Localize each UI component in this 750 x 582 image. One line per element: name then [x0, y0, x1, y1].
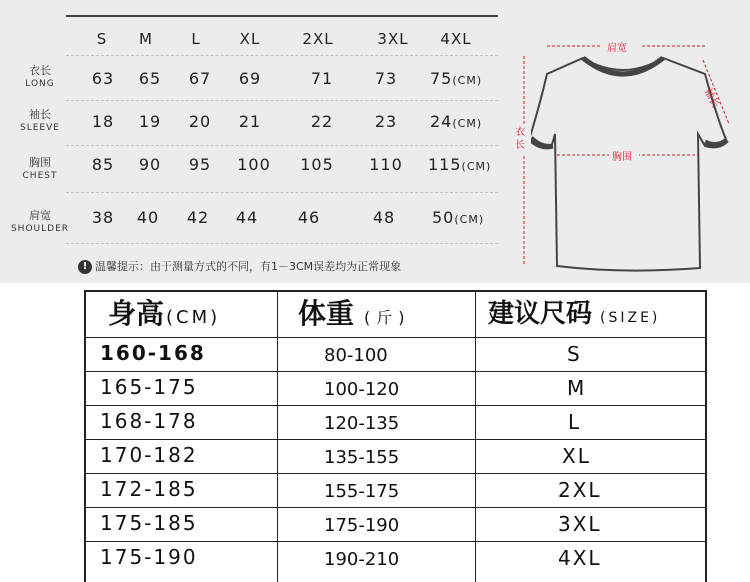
value-cell: 48	[372, 208, 396, 227]
unit-label: (CM)	[452, 117, 483, 130]
header-size-label: 建议尺码	[488, 299, 593, 329]
size-chart-panel	[0, 0, 750, 283]
value-cell: 100	[237, 155, 271, 174]
divider	[66, 243, 498, 244]
value-cell: 63	[91, 69, 115, 88]
unit-label: (CM)	[461, 160, 492, 173]
value-number: 24	[430, 112, 453, 131]
size-header-xl: XL	[239, 30, 261, 48]
size-header-s: S	[96, 30, 108, 48]
value-cell: 46	[297, 208, 321, 227]
weight-cell: 175-190	[324, 515, 400, 536]
length-label-bottom: 长	[515, 140, 525, 151]
row-label-long	[6, 64, 74, 91]
size-header-2xl: 2XL	[302, 30, 334, 48]
weight-cell: 100-120	[324, 379, 400, 400]
value-cell: 73	[374, 69, 398, 88]
value-cell: 95	[188, 155, 212, 174]
value-cell	[430, 69, 510, 88]
value-cell: 21	[238, 112, 262, 131]
sleeve-cuff-right	[705, 140, 727, 145]
value-cell: 110	[369, 155, 403, 174]
value-cell: 40	[136, 208, 160, 227]
row-label-en: LONG	[25, 79, 55, 89]
value-cell: 18	[91, 112, 115, 131]
length-label	[515, 126, 527, 152]
sleeve-label: 袖长	[701, 87, 721, 110]
size-cell: XL	[562, 444, 591, 468]
height-cell: 160-168	[100, 341, 206, 365]
header-height	[108, 296, 220, 332]
weight-cell: 80-100	[324, 345, 388, 366]
size-cell: S	[567, 342, 582, 366]
value-cell: 44	[235, 208, 259, 227]
length-label-top: 衣	[515, 127, 525, 138]
weight-cell: 190-210	[324, 549, 400, 570]
row-label-en: SLEEVE	[20, 123, 60, 133]
note-text: 温馨提示：由于测量方式的不同，有1－3CM误差均为正常现象	[95, 260, 402, 273]
value-cell: 71	[310, 69, 334, 88]
row-divider	[84, 371, 707, 372]
value-cell	[432, 208, 512, 227]
header-height-label: 身高	[108, 297, 165, 330]
value-cell: 42	[186, 208, 210, 227]
row-label-shoulder	[6, 209, 74, 236]
weight-cell: 155-175	[324, 481, 400, 502]
value-cell: 20	[188, 112, 212, 131]
row-label-cn: 袖长	[29, 108, 51, 121]
tshirt-outline	[529, 58, 727, 271]
value-number: 50	[432, 208, 455, 227]
unit-label: (CM)	[452, 74, 483, 87]
header-size-unit: (SIZE)	[600, 310, 661, 326]
table-border-left	[84, 290, 86, 582]
size-header-l: L	[191, 30, 201, 48]
value-cell: 23	[374, 112, 398, 131]
shoulder-label: 肩宽	[607, 43, 627, 54]
weight-cell: 135-155	[324, 447, 400, 468]
value-cell: 85	[91, 155, 115, 174]
row-label-cn: 肩宽	[29, 209, 51, 222]
table-border-top	[84, 290, 707, 292]
size-cell: M	[567, 376, 587, 400]
table-border-right	[705, 290, 707, 582]
size-header-4xl: 4XL	[440, 30, 472, 48]
column-divider	[277, 290, 278, 582]
table-top-rule	[66, 15, 498, 17]
height-cell: 172-185	[100, 477, 198, 501]
header-divider	[84, 337, 707, 338]
size-header-3xl: 3XL	[377, 30, 409, 48]
row-divider	[84, 507, 707, 508]
column-divider	[475, 290, 476, 582]
divider	[66, 145, 498, 146]
size-cell: 4XL	[558, 546, 602, 570]
chest-label: 胸围	[612, 152, 632, 163]
height-cell: 170-182	[100, 443, 198, 467]
value-cell: 105	[300, 155, 334, 174]
value-cell	[430, 112, 510, 131]
size-cell: L	[568, 410, 582, 434]
row-label-cn: 胸围	[29, 156, 51, 169]
height-cell: 175-190	[100, 545, 198, 569]
row-label-en: SHOULDER	[10, 224, 70, 234]
divider	[66, 55, 498, 56]
value-number: 75	[430, 69, 453, 88]
row-divider	[84, 405, 707, 406]
row-divider	[84, 439, 707, 440]
value-cell: 67	[188, 69, 212, 88]
measurement-note	[78, 258, 401, 274]
value-cell	[428, 155, 508, 174]
header-size	[488, 296, 660, 332]
header-weight-label: 体重	[298, 297, 355, 330]
size-recommendation-table	[84, 290, 707, 582]
header-height-unit: (CM)	[166, 307, 221, 328]
row-label-en: CHEST	[22, 171, 58, 181]
value-cell: 69	[238, 69, 262, 88]
size-cell: 2XL	[558, 478, 602, 502]
warning-icon: !	[78, 260, 92, 274]
row-divider	[84, 473, 707, 474]
row-divider	[84, 541, 707, 542]
divider	[66, 192, 498, 193]
weight-cell: 120-135	[324, 413, 400, 434]
value-cell: 90	[138, 155, 162, 174]
row-label-cn: 衣长	[29, 64, 51, 77]
unit-label: (CM)	[454, 213, 485, 226]
size-cell: 3XL	[558, 512, 602, 536]
size-header-m: M	[139, 30, 153, 48]
header-weight	[298, 296, 411, 332]
divider	[66, 100, 498, 101]
height-cell: 168-178	[100, 409, 198, 433]
value-number: 115	[428, 155, 462, 174]
row-label-chest	[6, 156, 74, 183]
value-cell: 38	[91, 208, 115, 227]
value-cell: 65	[138, 69, 162, 88]
value-cell: 19	[138, 112, 162, 131]
header-weight-unit: (斤)	[364, 308, 411, 327]
height-cell: 165-175	[100, 375, 198, 399]
row-label-sleeve	[6, 108, 74, 135]
height-cell: 175-185	[100, 511, 198, 535]
tshirt-collar	[583, 58, 663, 74]
value-cell: 22	[310, 112, 334, 131]
